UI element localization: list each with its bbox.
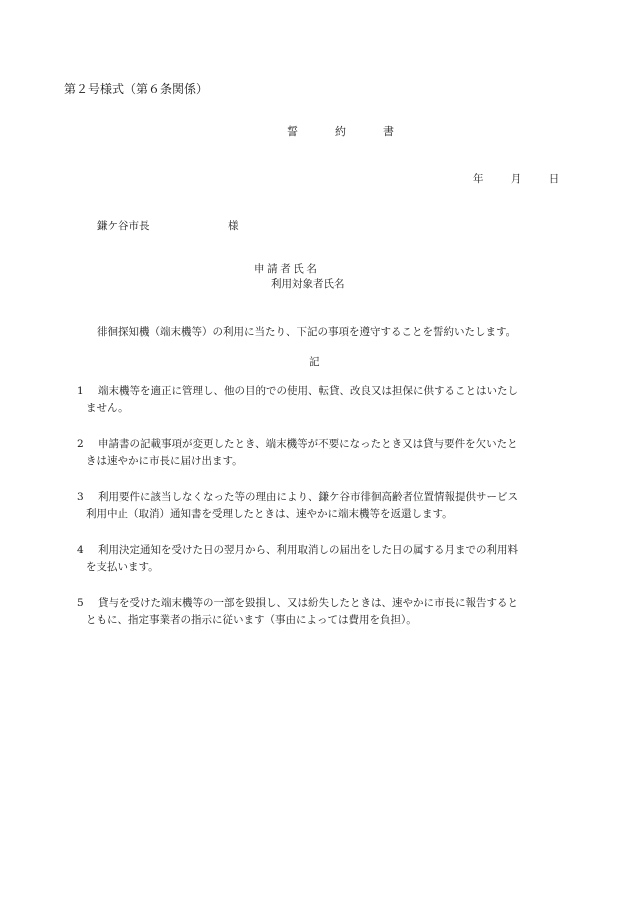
addressee: [97, 219, 239, 235]
applicant-name-label: 申請者氏名: [254, 263, 320, 275]
item-text-line1: 利用決定通知を受けた日の翌月から、利用取消しの届出をした日の属する月までの利用料: [98, 544, 518, 556]
item-number: 4: [77, 544, 84, 556]
pledge-item: [77, 436, 571, 470]
item-number: 1: [77, 385, 84, 397]
intro-statement: 徘徊探知機（端末機等）の利用に当たり、下記の事項を遵守することを誓約いたします。: [97, 326, 517, 338]
addressee-honorific: 様: [228, 220, 239, 232]
item-number: 2: [77, 438, 84, 450]
date-year-label: 年: [473, 173, 484, 185]
pledge-item: [77, 542, 571, 576]
document-title: 誓 約 書: [287, 125, 407, 138]
item-number: 3: [77, 491, 84, 503]
ki-heading: 記: [309, 356, 320, 368]
item-text-line2: ともに、指定事業者の指示に従います（事由によっては費用を負担）。: [86, 614, 417, 626]
item-text-line2: を支払います。: [86, 561, 159, 573]
pledge-item: [77, 489, 571, 523]
item-text-line1: 申請書の記載事項が変更したとき、端末機等が不要になったとき又は貸与要件を欠いたと: [98, 438, 518, 450]
item-text-line1: 端末機等を適正に管理し、他の目的での使用、転貸、改良又は担保に供することはいたし: [98, 385, 518, 397]
item-text-line2: ません。: [86, 402, 129, 414]
pledge-item: [77, 595, 571, 629]
target-person-name-label: 利用対象者氏名: [271, 278, 345, 290]
pledge-item: [77, 383, 571, 417]
form-number: 第２号様式（第６条関係）: [64, 82, 209, 96]
date-month-label: 月: [510, 173, 522, 185]
date-day-label: 日: [548, 173, 560, 185]
item-text-line2: きは速やかに市長に届け出ます。: [86, 455, 243, 467]
item-text-line1: 貸与を受けた端末機等の一部を毀損し、又は紛失したときは、速やかに市長に報告すると: [98, 597, 518, 609]
item-number: 5: [77, 597, 84, 609]
addressee-name: 鎌ケ谷市長: [97, 220, 150, 232]
pledge-items: [77, 383, 571, 648]
item-text-line2: 利用中止（取消）通知書を受理したときは、速やかに端末機等を返還します。: [86, 508, 453, 520]
item-text-line1: 利用要件に該当しなくなった等の理由により、鎌ケ谷市徘徊高齢者位置情報提供サービス: [98, 491, 518, 503]
date-line: [473, 172, 559, 188]
